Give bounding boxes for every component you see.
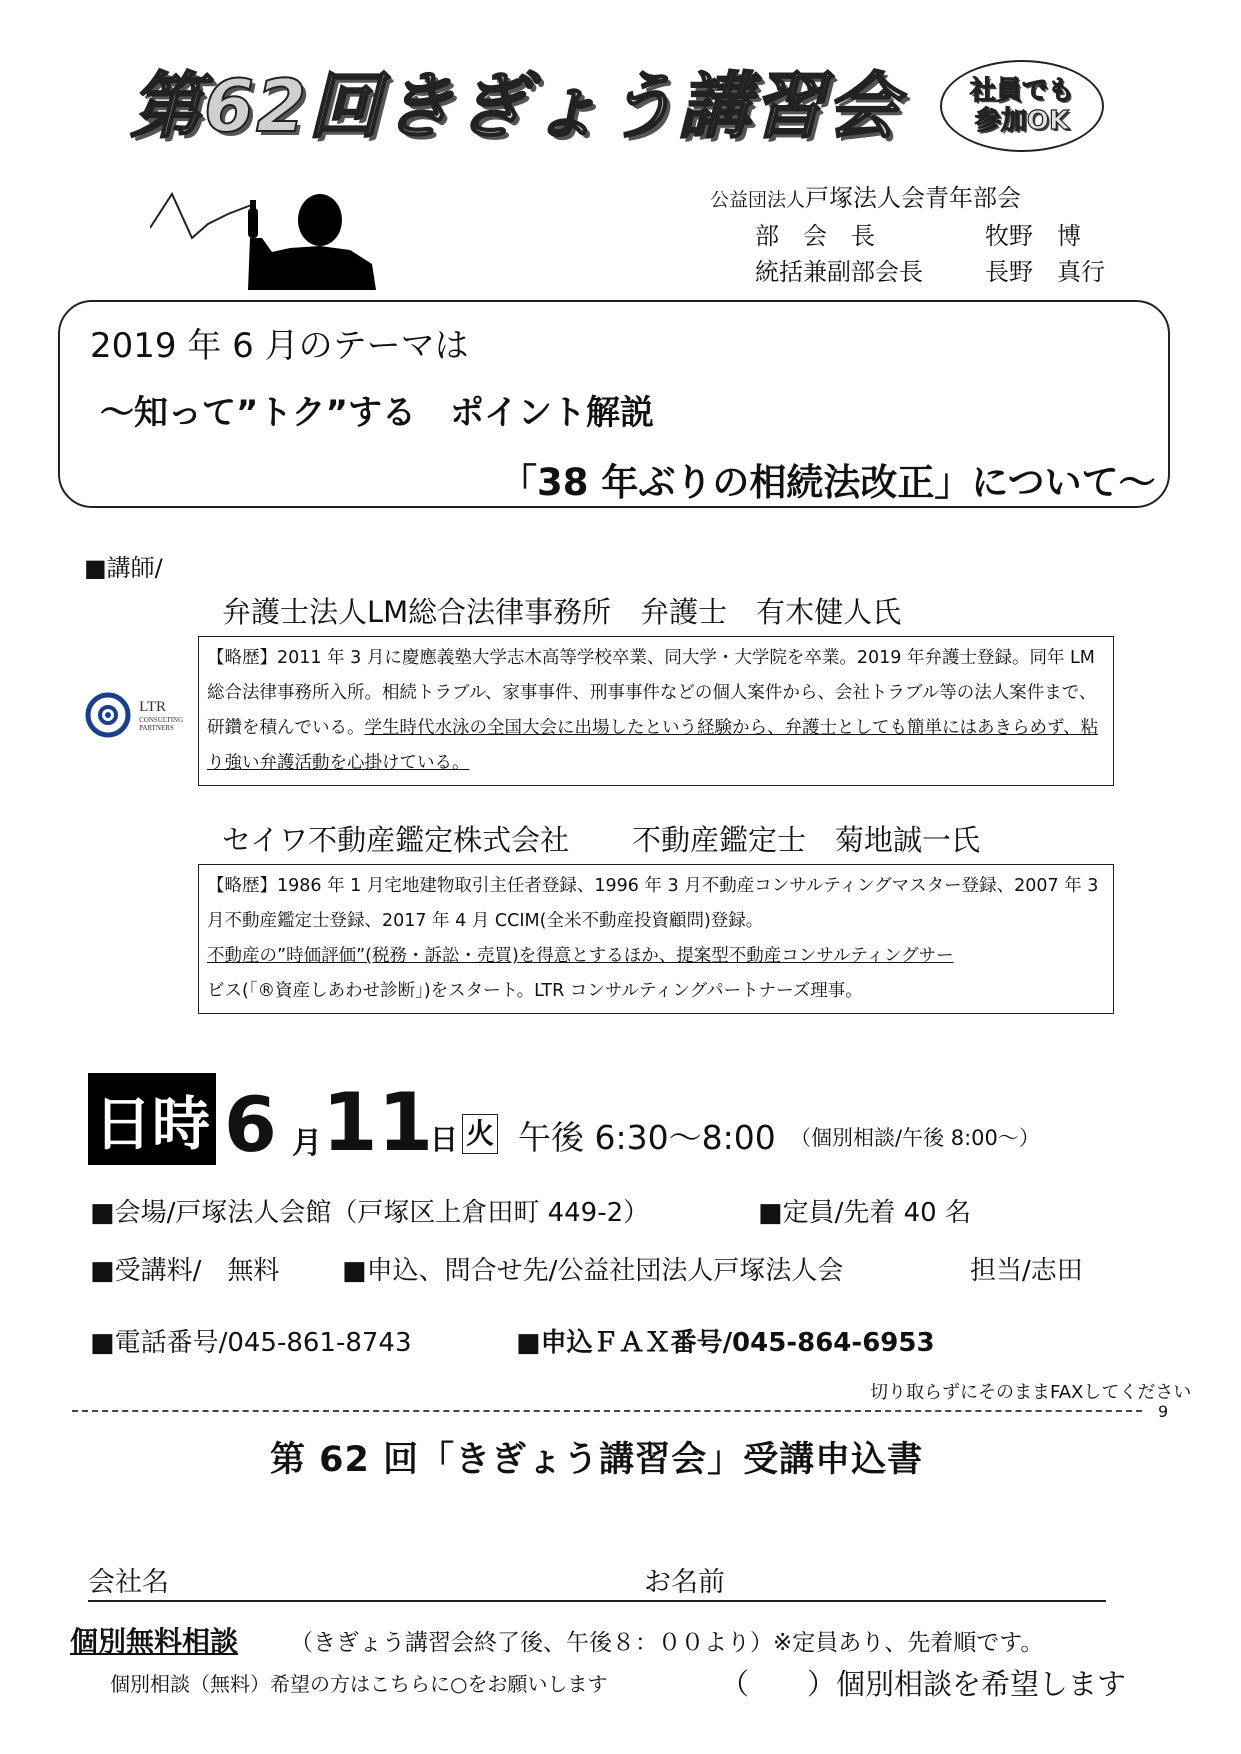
company-name-field[interactable] [88,1560,1106,1602]
org-name: 戸塚法人会青年部会 [805,184,1022,212]
badge-line2: 参加OK [974,106,1070,136]
lecturer1-profile-text: 【略歴】2011 年 3 月に慶應義塾大学志木高等学校卒業、同大学・大学院を卒業。2019 年弁護士登録。同年 LM 総合法律事務所入所。相続トラブル、家事事件、刑事事件などの個人案件から、会社トラブル等の法人案件まで、研鑽を積んでいる。 [207,648,1097,738]
consult-request-instruction: 個別相談（無料）希望の方はこちらに○をお願いします [110,1672,608,1696]
phone-number: ■電話番号/045-861-8743 [90,1328,412,1358]
role-chair: 部 会 長 [755,222,875,250]
fee: ■受講料/ 無料 [90,1256,280,1286]
name-chair: 牧野 博 [985,222,1081,250]
lecturer2-name: 不動産鑑定士 菊地誠一氏 [632,823,981,857]
org-type: 公益団法人 [710,189,806,211]
cut-line [72,1410,1142,1412]
ltr-logo-icon [84,690,134,740]
event-title: 第62回きぎょう講習会 [130,64,901,148]
month-unit: 月 [292,1126,322,1161]
lecturer1-profile [198,636,1114,786]
staff: 担当/志田 [970,1256,1083,1286]
weekday-badge: 火 [462,1114,498,1154]
venue: ■会場/戸塚法人会館（戸塚区上倉田町 449-2） [90,1198,650,1228]
date-day: 11 [322,1076,434,1169]
page-mark: 9 [1158,1402,1169,1421]
company-name-label: 会社名 [88,1567,169,1598]
consult-time-note: （個別相談/午後 8:00～） [790,1126,1040,1150]
fax-instruction: 切り取らずにそのままFAXしてください [870,1382,1192,1403]
lecturer-label: ■講師/ [84,554,163,582]
capacity: ■定員/先着 40 名 [758,1198,971,1228]
datetime-label: 日時 [88,1073,216,1165]
role-vice-chair: 統括兼副部会長 [755,258,923,286]
lecturer2-profile [198,864,1114,1014]
consult-heading: 個別無料相談 [70,1625,239,1658]
contact: ■申込、問合せ先/公益社団法人戸塚法人会 [342,1256,844,1286]
theme-title: 「38 年ぶりの相続法改正」について～ [500,461,1156,504]
presenter-silhouette-icon [150,180,390,290]
theme-subtitle: ～知って”トク”する ポイント解説 [100,393,655,433]
consult-note: （きぎょう講習会終了後、午後８：００より）※定員あり、先着順です。 [290,1630,1044,1656]
employees-ok-badge [940,60,1104,152]
lecturer1-profile-underlined: 学生時代水泳の全国大会に出場したという経験から、弁護士としても簡単にはあきらめず、粘り強い弁護活動を心掛けている。 [207,718,1099,773]
ltr-logo [84,690,183,740]
badge-line1: 社員でも [969,76,1074,106]
lecturer1-name: 弁護士法人LM総合法律事務所 弁護士 有木健人氏 [222,595,902,629]
date-month: 6 [224,1080,277,1169]
person-name-label: お名前 [644,1567,725,1598]
day-unit: 日 [430,1123,459,1156]
logo-sub1: CONSULTING [139,715,184,724]
fax-number: ■申込ＦＡＸ番号/045-864-6953 [516,1328,935,1358]
organizer-block [710,180,1105,290]
name-vice-chair: 長野 真行 [985,258,1105,286]
theme-intro: 2019 年 6 月のテーマは [90,326,469,366]
application-form-title: 第 62 回「きぎょう講習会」受講申込書 [270,1440,924,1480]
lecturer2-org: セイワ不動産鑑定株式会社 [222,823,570,857]
consult-request-checkbox[interactable]: （ ）個別相談を希望します [720,1667,1127,1701]
lecturer2-profile-underlined: 不動産の”時価評価”(税務・訴訟・売買)を得意とするほか、提案型不動産コンサルティングサー [207,946,954,966]
logo-main: LTR [139,698,167,715]
logo-sub2: PARTNERS [139,723,174,732]
lecturer2-profile-text: 【略歴】1986 年 1 月宅地建物取引主任者登録、1996 年 3 月不動産コンサルティングマスター登録、2007 年 3 月不動産鑑定士登録、2017 年 4 月 CCIM(全米不動産投資顧問)登録。 [207,876,1099,931]
lecturer2-profile-end: ビス(「®資産しあわせ診断」)をスタート。LTR コンサルティングパートナーズ理事。 [207,981,863,1001]
event-time: 午後 6:30～8:00 [518,1118,776,1157]
